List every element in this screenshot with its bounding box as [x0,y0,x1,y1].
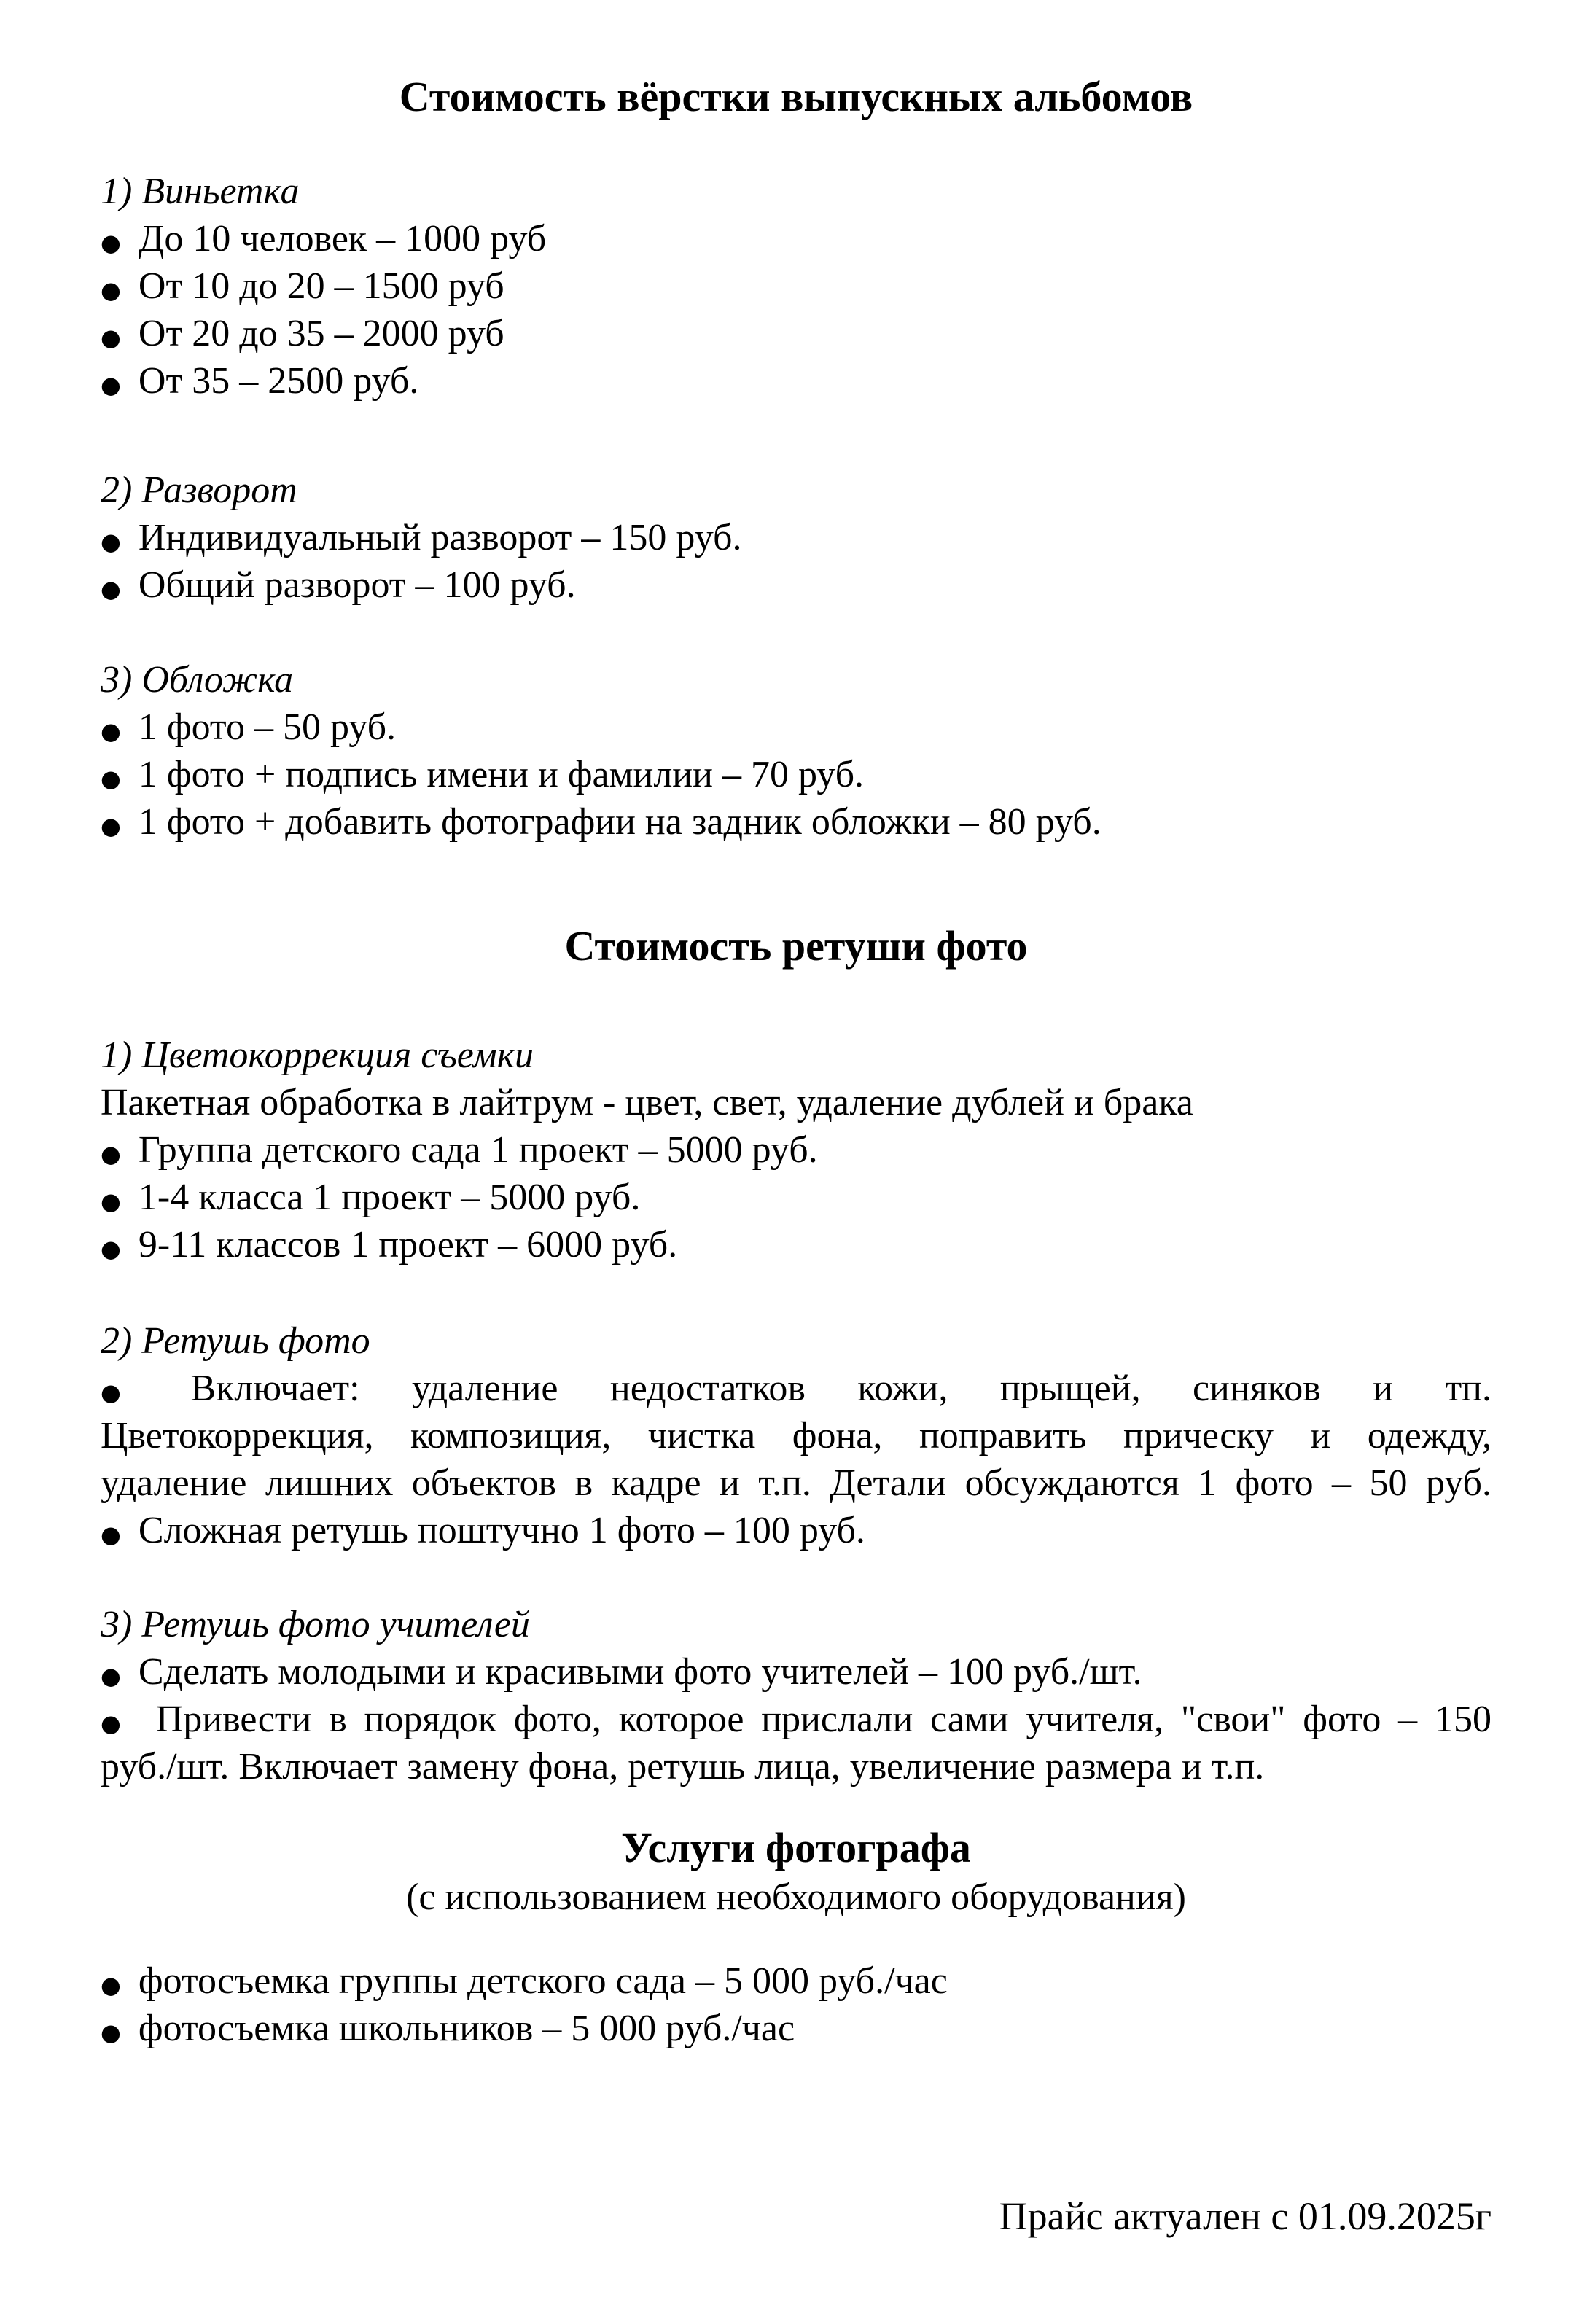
bullet-icon: ● [101,575,121,603]
bullet-icon: ● [101,1971,121,1999]
cover-section [101,656,1492,846]
bullet-icon: ● [101,1662,121,1690]
paragraph-line [101,1743,1492,1790]
bullet-icon: ● [101,1140,121,1168]
list-item-text: 9-11 классов 1 проект – 6000 руб. [138,1224,678,1266]
retouch-title: Стоимость ретуши фото [564,922,1028,970]
list-item-text: 1 фото – 50 руб. [138,706,397,748]
list-item [101,798,1492,846]
list-item [101,751,1492,798]
photo-retouch-section [101,1317,1492,1554]
vignette-section [101,168,1492,405]
list-item [101,703,1492,751]
color-correction-section [101,1032,1492,1268]
cover-heading: 3) Обложка [101,659,294,701]
list-item [101,262,1492,310]
albums-title: Стоимость вёрстки выпускных альбомов [399,73,1193,120]
list-item [101,514,1492,561]
bullet-icon: ● [101,812,121,840]
list-item-text: От 10 до 20 – 1500 руб [138,265,504,307]
paragraph-line [101,1412,1492,1459]
paragraph-line-text: удаление лишних объектов в кадре и т.п. Детали обсуждаются 1 фото – 50 руб. [101,1462,1492,1504]
bullet-icon: ● [101,1379,121,1406]
list-item [101,1648,1492,1696]
bullet-icon: ● [101,717,121,745]
color-correction-heading: 1) Цветокоррекция съемки [101,1034,534,1076]
list-item-text: До 10 человек – 1000 руб [138,218,547,260]
photographer-section [101,1822,1492,2052]
list-item [101,310,1492,357]
paragraph-line-text: руб./шт. Включает замену фона, ретушь лица, увеличение размера и т.п. [101,1746,1265,1787]
bullet-icon: ● [101,276,121,304]
list-item [101,1221,1492,1268]
list-item [101,1174,1492,1221]
teachers-retouch-section [101,1601,1492,1790]
list-item [101,1507,1492,1554]
list-item [101,1957,1492,2005]
teachers-retouch-heading: 3) Ретушь фото учителей [101,1604,530,1645]
paragraph-line-text: Цветокоррекция, композиция, чистка фона, поправить прическу и одежду, [101,1415,1492,1457]
paragraph-line [101,1365,1492,1412]
list-item [101,357,1492,405]
bullet-icon: ● [101,229,121,257]
photo-retouch-heading: 2) Ретушь фото [101,1320,370,1362]
bullet-icon: ● [101,1235,121,1263]
list-item [101,215,1492,262]
bullet-icon: ● [101,765,121,792]
list-item-text: фотосъемка группы детского сада – 5 000 руб./час [138,1960,948,2002]
paragraph-line [101,1696,1492,1743]
spread-heading: 2) Разворот [101,469,297,511]
bullet-icon: ● [101,528,121,555]
bullet-icon: ● [101,1188,121,1215]
bullet-icon: ● [101,324,121,351]
photographer-subtitle: (с использованием необходимого оборудования) [406,1876,1186,1918]
list-item [101,561,1492,609]
list-item-text: Сделать молодыми и красивыми фото учителей – 100 руб./шт. [138,1651,1142,1693]
list-item-text: фотосъемка школьников – 5 000 руб./час [138,2008,795,2049]
list-item [101,1126,1492,1174]
list-item-text: 1-4 класса 1 проект – 5000 руб. [138,1177,641,1218]
spread-section [101,467,1492,609]
list-item-text: Общий разворот – 100 руб. [138,564,576,606]
list-item-text: 1 фото + добавить фотографии на задник обложки – 80 руб. [138,801,1101,843]
list-item-text: Индивидуальный разворот – 150 руб. [138,517,742,558]
list-item-text: Группа детского сада 1 проект – 5000 руб. [138,1129,818,1171]
photographer-title: Услуги фотографа [621,1824,971,1871]
list-item-text: От 35 – 2500 руб. [138,360,419,402]
paragraph-line-text: Включает: удаление недостатков кожи, прыщей, синяков и тп. [190,1368,1492,1409]
list-item-text: 1 фото + подпись имени и фамилии – 70 руб. [138,754,865,795]
list-item-text: От 20 до 35 – 2000 руб [138,313,504,354]
bullet-icon: ● [101,371,121,399]
list-item [101,2005,1492,2052]
list-item-text: Сложная ретушь поштучно 1 фото – 100 руб. [138,1510,865,1551]
vignette-heading: 1) Виньетка [101,171,300,212]
bullet-icon: ● [101,1521,121,1548]
bullet-icon: ● [101,1709,121,1737]
paragraph-line-text: Привести в порядок фото, которое прислали сами учителя, "свои" фото – 150 [155,1699,1492,1740]
paragraph-line [101,1459,1492,1507]
color-correction-intro: Пакетная обработка в лайтрум - цвет, свет, удаление дублей и брака [101,1082,1193,1123]
bullet-icon: ● [101,2019,121,2046]
price-validity-note: Прайс актуален с 01.09.2025г [999,2194,1492,2238]
